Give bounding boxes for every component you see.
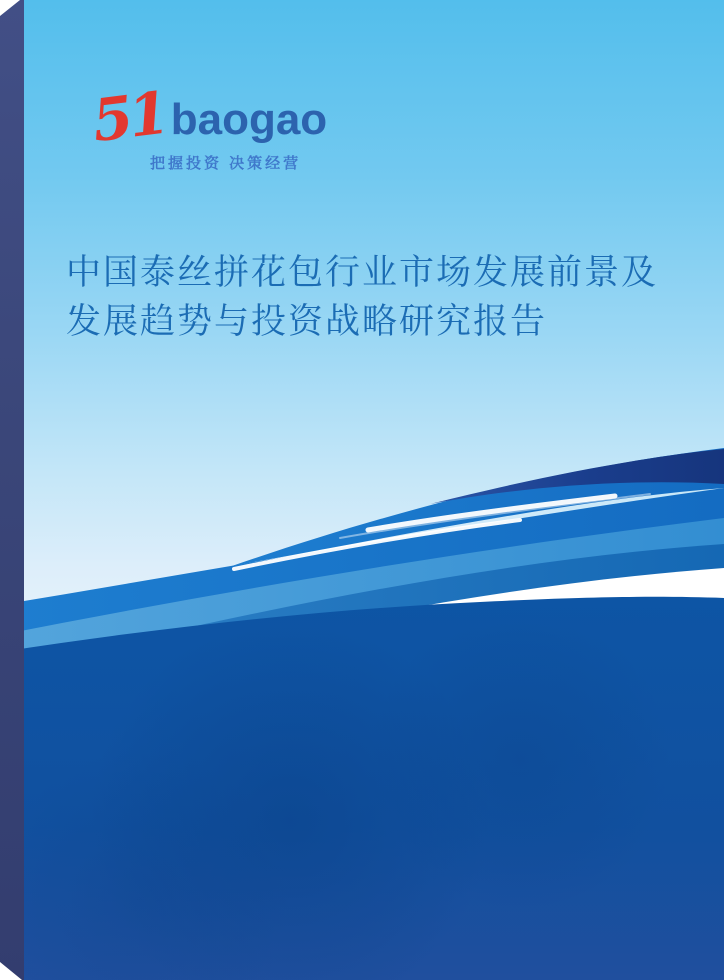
logo-51-mark: 51 xyxy=(88,78,170,156)
report-title xyxy=(66,248,686,346)
logo-tagline: 把握投资 决策经营 xyxy=(150,155,302,172)
left-spine xyxy=(0,0,24,980)
bottom-wave-graphic xyxy=(0,430,724,980)
report-title-line-1: 中国泰丝拼花包行业市场发展前景及 xyxy=(66,253,659,292)
logo-baogao-text: baogao xyxy=(170,95,328,144)
logo xyxy=(88,78,328,173)
logo-wordmark xyxy=(88,78,328,156)
report-title-line-2: 发展趋势与投资战略研究报告 xyxy=(66,302,548,341)
